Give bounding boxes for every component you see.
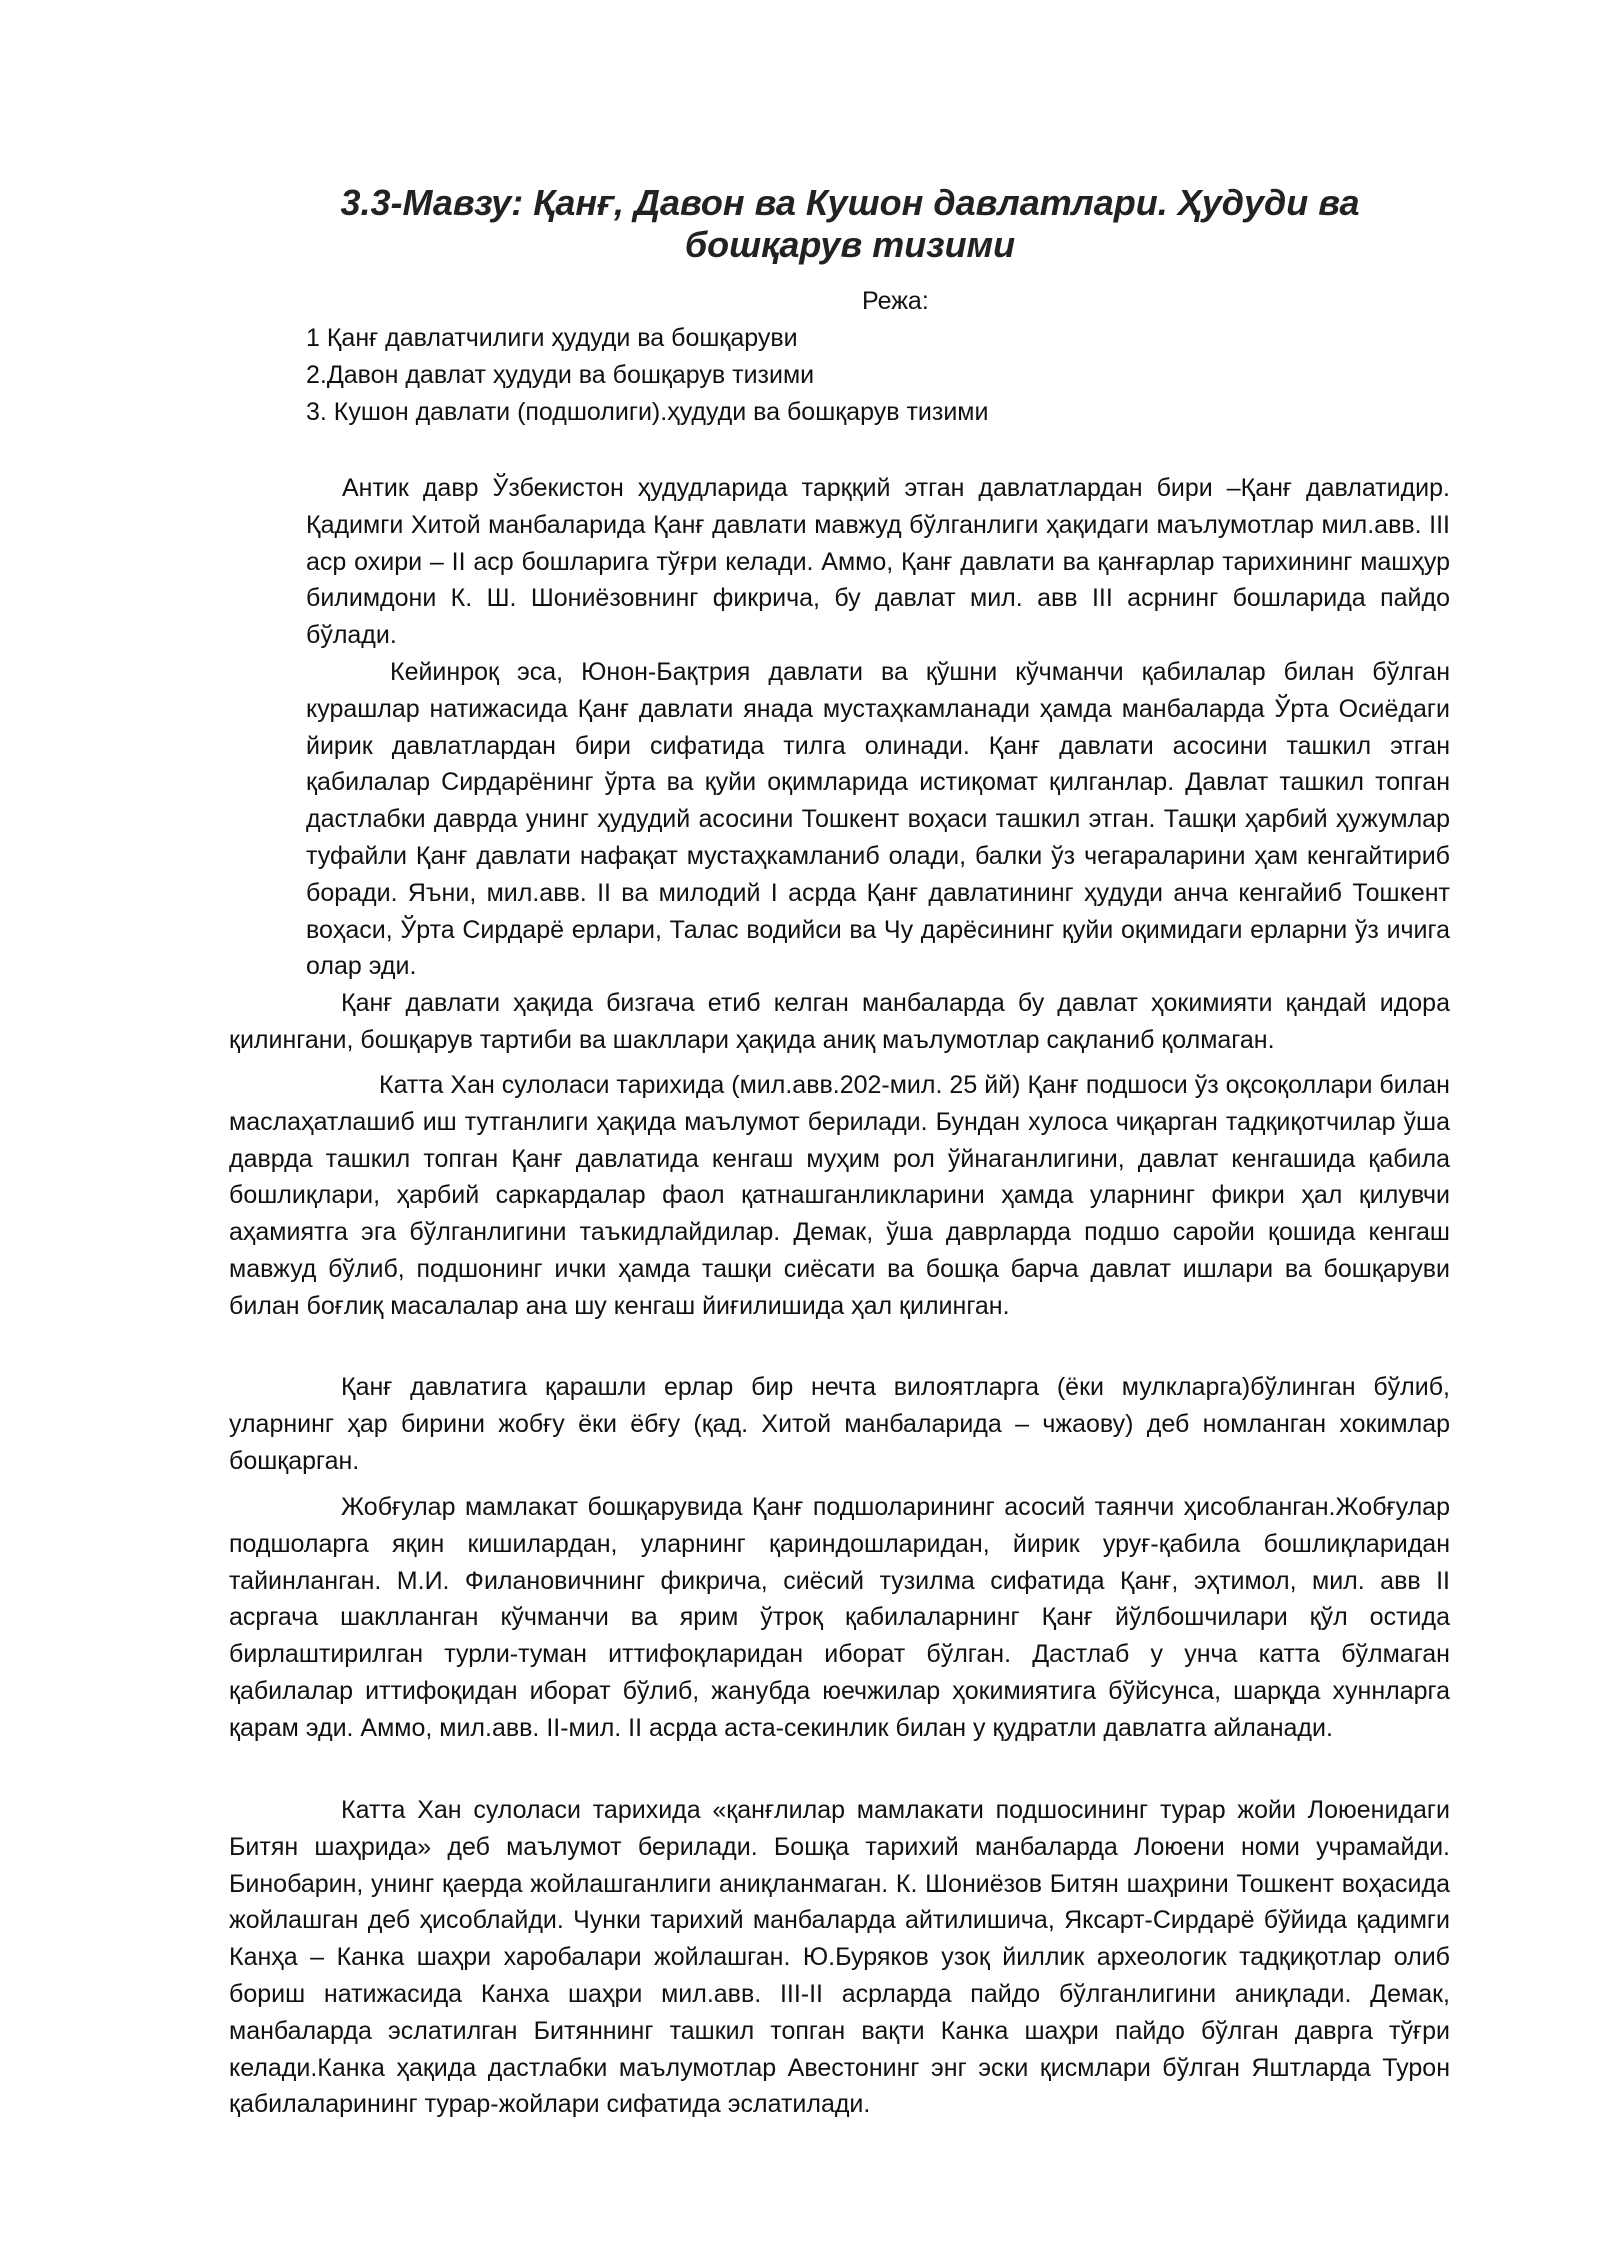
plan-item: 3. Кушон давлати (подшолиги).ҳудуди ва бошқарув тизими [306,398,989,426]
paragraph: Қанғ давлати ҳақида бизгача етиб келган манбаларда бу давлат ҳокимияти қандай идора қилингани, бошқарув тартиби ва шакллари ҳақида аниқ маълумотлар сақланиб қолмаган. [229,989,1450,1054]
plan-item: 2.Давон давлат ҳудуди ва бошқарув тизими [306,361,815,389]
document-title: 3.3-Мавзу: Қанғ, Давон ва Кушон давлатлари. Ҳудуди ва бошқарув тизими [340,182,1360,265]
paragraph: Катта Хан сулоласи тарихида (мил.авв.202-мил. 25 йй) Қанғ подшоси ўз оқсоқоллари билан маслаҳатлашиб иш тутганлиги ҳақида маълумот берилади. Бундан хулоса чиқарган тадқиқотчилар ўша даврда ташкил топган Қанғ давлатида кенгаш муҳим рол ўйнаганлигини, давлат кенгашида қабила бошлиқлари, ҳарбий саркардалар фаол қатнашганликларини ҳамда уларнинг фикри ҳал қилувчи аҳамиятга эга бўлганлигини таъкидлайдилар. Демак, ўша даврларда подшо саройи қошида кенгаш мавжуд бўлиб, подшонинг ички ҳамда ташқи сиёсати ва бошқа барча давлат ишлари ва бошқаруви билан боғлиқ масалалар ана шу кенгаш йиғилишида ҳал қилинган. [229,1071,1450,1320]
paragraph: Антик давр Ўзбекистон ҳудудларида тарққий этган давлатлардан бири –Қанғ давлатидир. Қадимги Хитой манбаларида Қанғ давлати мавжуд бўлганлиги ҳақидаги маълумотлар мил.авв. III аср охири – II аср бошларига тўғри келади. Аммо, Қанғ давлати ва қанғарлар тарихининг машҳур билимдони К. Ш. Шониёзовнинг фикрича, бу давлат мил. авв III асрнинг бошларида пайдо бўлади. [306,474,1450,650]
plan-item: 1 Қанғ давлатчилиги ҳудуди ва бошқаруви [306,324,798,352]
paragraph: Қанғ давлатига қарашли ерлар бир нечта вилоятларга (ёки мулкларга)бўлинган бўлиб, уларнинг ҳар бирини жобғу ёки ёбғу (қад. Хитой манбаларида – чжаову) деб номланган хокимлар бошқарган. [229,1373,1450,1475]
paragraph: Катта Хан сулоласи тарихида «қанғлилар мамлакати подшосининг турар жойи Лоюенидаги Битян шаҳрида» деб маълумот берилади. Бошқа тарихий манбаларда Лоюени номи учрамайди. Бинобарин, унинг қаерда жойлашганлиги аниқланмаган. К. Шониёзов Битян шаҳрини Тошкент воҳасида жойлашган деб ҳисоблайди. Чунки тарихий манбаларда айтилишича, Яксарт-Сирдарё бўйида қадимги Канҳа – Канка шаҳри харобалари жойлашган. Ю.Буряков узоқ йиллик археологик тадқиқотлар олиб бориш натижасида Канха шаҳри мил.авв. III-II асрларда пайдо бўлганлигини аниқлади. Демак, манбаларда эслатилган Битяннинг ташкил топган вақти Канка шаҳри пайдо бўлган даврга тўғри келади.Канка ҳақида дастлабки маълумотлар Авестонинг энг эски қисмлари бўлган Яштларда Турон қабилаларининг турар-жойлари сифатида эслатилади. [229,1796,1450,2119]
paragraph: Кейинроқ эса, Юнон-Бақтрия давлати ва қўшни кўчманчи қабилалар билан бўлган курашлар натижасида Қанғ давлати янада мустаҳкамланади ҳамда манбаларда Ўрта Осиёдаги йирик давлатлардан бири сифатида тилга олинади. Қанғ давлати асосини ташкил этган қабилалар Сирдарёнинг ўрта ва қуйи оқимларида истиқомат қилганлар. Давлат ташкил топган дастлабки даврда унинг ҳудудий асосини Тошкент воҳаси ташкил этган. Ташқи ҳарбий ҳужумлар туфайли Қанғ давлати нафақат мустаҳкамланиб олади, балки ўз чегараларини ҳам кенгайтириб боради. Яъни, мил.авв. II ва милодий I асрда Қанғ давлатининг ҳудуди анча кенгайиб Тошкент воҳаси, Ўрта Сирдарё ерлари, Талас водийси ва Чу дарёсининг қуйи оқимидаги ерларни ўз ичига олар эди. [306,658,1450,981]
plan-label: Режа: [862,287,929,315]
plan-list [306,320,988,431]
paragraph: Жобғулар мамлакат бошқарувида Қанғ подшоларининг асосий таянчи ҳисобланган.Жобғулар подшоларга яқин кишилардан, уларнинг қариндошларидан, йирик уруғ-қабила бошлиқларидан тайинланган. М.И. Филановичнинг фикрича, сиёсий тузилма сифатида Қанғ, эҳтимол, мил. авв II асргача шаклланган кўчманчи ва ярим ўтроқ қабилаларнинг Қанғ йўлбошчилари қўл остида бирлаштирилган турли-туман иттифоқларидан иборат бўлган. Дастлаб у унча катта бўлмаган қабилалар иттифоқидан иборат бўлиб, жанубда юечжилар ҳокимиятига бўйсунса, шарқда хуннларга қарам эди. Аммо, мил.авв. II-мил. II асрда аста-секинлик билан у қудратли давлатга айланади. [229,1493,1450,1742]
